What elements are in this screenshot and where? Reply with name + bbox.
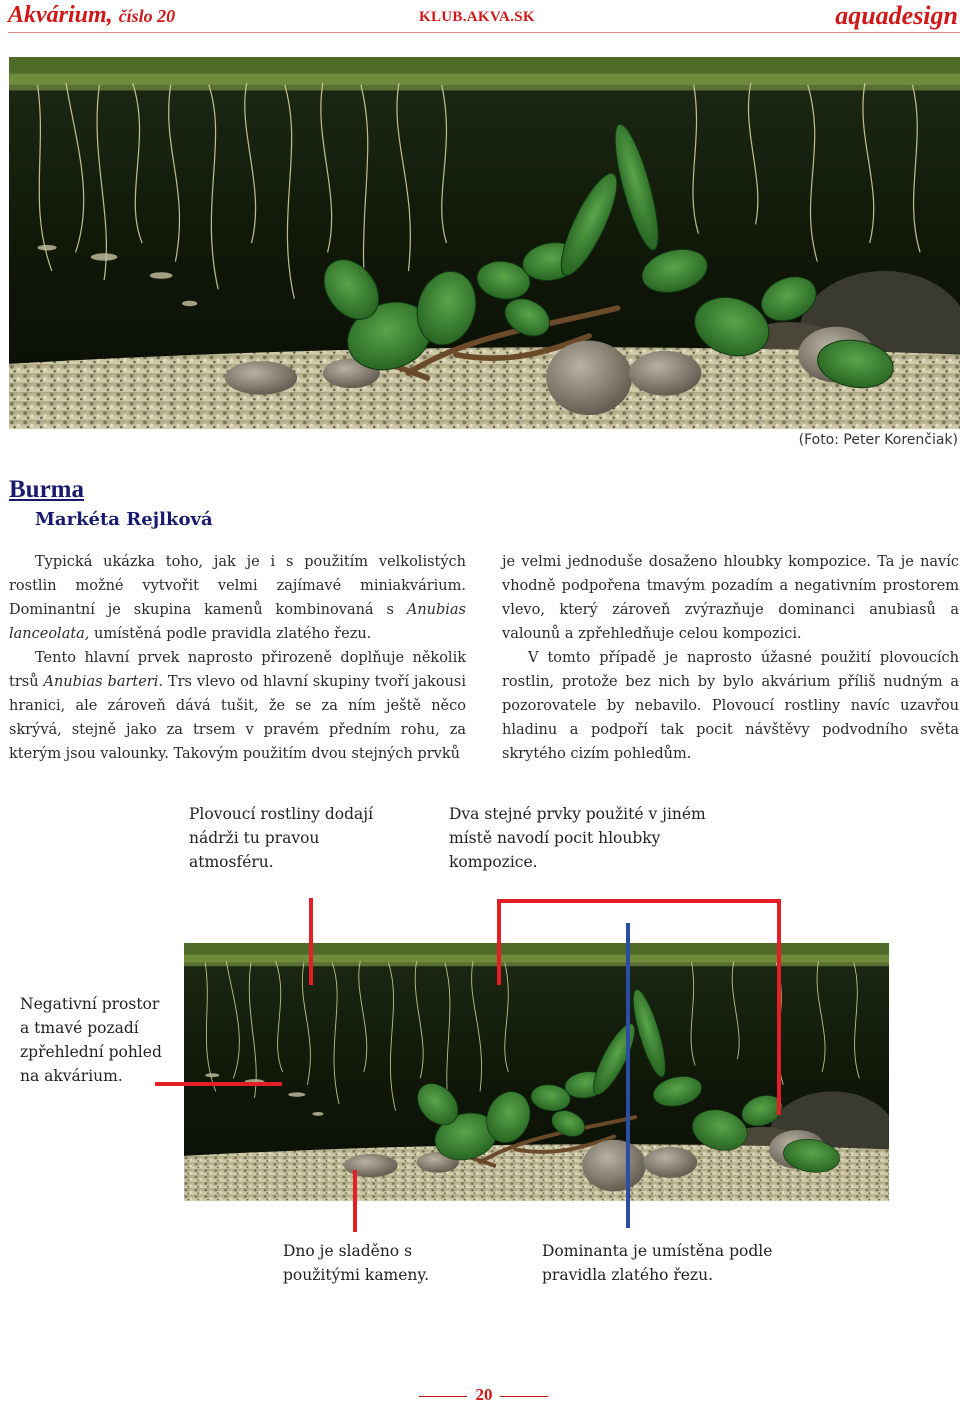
article-title: Burma	[9, 476, 84, 503]
issue-number: číslo 20	[118, 6, 176, 26]
photo-credit: (Foto: Peter Korenčiak)	[798, 432, 958, 448]
page-footer	[0, 1385, 960, 1404]
magazine-title	[8, 2, 175, 29]
section-name: aquadesign	[835, 1, 958, 30]
paragraph: Typická ukázka toho, jak je i s použitím velkolistých rostlin možné vytvořit velmi zajímavé miniakvárium. Dominantní je skupina kamenů kombinovaná s Anubias lanceolata, umístěná podle pravidla zlatého řezu.	[9, 554, 466, 642]
footer-rule-right	[500, 1396, 548, 1397]
article-author: Markéta Rejlková	[35, 509, 213, 530]
magazine-name: Akvárium,	[8, 2, 113, 28]
caption-negative-space: Negativní prostor a tmavé pozadí zpřehlední pohled na akvárium.	[20, 995, 162, 1085]
aquarium-photo	[9, 57, 960, 429]
footer-rule-left	[419, 1396, 467, 1397]
article-column-left	[9, 550, 466, 766]
caption-floating-plants: Plovoucí rostliny dodají nádrži tu pravou atmosféru.	[189, 805, 374, 871]
paragraph: V tomto případě je naprosto úžasné použití plovoucích rostlin, protože bez nich by bylo akvárium příliš nudným a pozorovatele by nebavilo. Plovoucí rostliny navíc uzavřou hladinu a podpoří tak pocit návštěvy podvodního světa skrytého cizím pohledům.	[502, 650, 959, 762]
aquarium-photo-image	[9, 57, 960, 429]
paragraph: Tento hlavní prvek naprosto přirozeně doplňuje několik trsů Anubias barteri. Trs vlevo od hlavní skupiny tvoří jakousi hranici, ale zároveň dává tušit, že se za ním ještě něco skrývá, stejně jako za trsem v pravém předním rohu, za kterým jsou valounky. Takovým použitím dvou stejných prvků	[9, 650, 466, 762]
caption-bottom: Dno je sladěno s použitými kameny.	[283, 1242, 430, 1284]
species-name: Anubias barteri.	[43, 674, 163, 690]
website-link[interactable]: KLUB.AKVA.SK	[419, 9, 535, 25]
caption-two-elements: Dva stejné prvky použité v jiném místě navodí pocit hloubky kompozice.	[449, 805, 706, 871]
diagram-photo-image	[184, 943, 889, 1201]
paragraph: je velmi jednoduše dosaženo hloubky kompozice. Ta je navíc vhodně podpořena tmavým pozadím a negativním prostorem vlevo, který zároveň zvýrazňuje dominanci anubiasů a valounů a zpřehledňuje celou kompozici.	[502, 554, 959, 642]
page-header	[8, 0, 960, 34]
article-column-right	[502, 550, 959, 766]
header-divider	[8, 32, 960, 33]
caption-dominant: Dominanta je umístěna podle pravidla zlatého řezu.	[542, 1242, 773, 1284]
diagram-photo	[184, 943, 889, 1201]
page-number: 20	[475, 1385, 493, 1404]
species-name: Anubias lanceolata,	[9, 602, 466, 642]
